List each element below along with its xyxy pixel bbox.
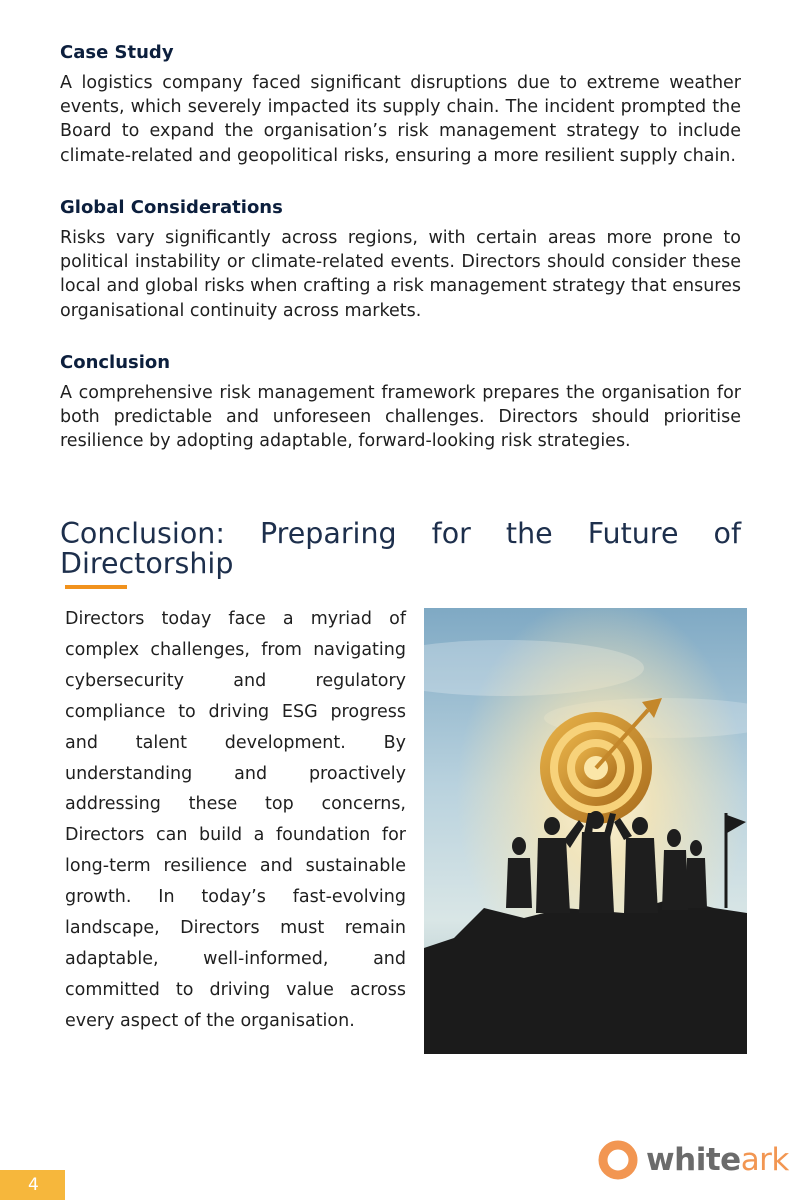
target-team-photo [424,608,747,1054]
page-number: 4 [0,1170,65,1200]
heading-case-study: Case Study [60,42,174,63]
logo-ring-icon [598,1140,638,1180]
conclusion-text: A comprehensive risk management framework prepares the organisation for both predictable and unforeseen challenges. Directors should prioritise resilience by adopting adaptable, forward-looking risk strategies. [60,383,741,452]
case-study-text: A logistics company faced significant disruptions due to extreme weather events, which severely impacted its supply chain. The incident prompted the Board to expand the organisation’s risk management strategy to include climate-related and geopolitical risks, ensuring a more resilient supply chain. [60,73,741,166]
global-considerations-text: Risks vary significantly across regions, with certain areas more prone to political instability or climate-related events. Directors should consider these local and global risks when crafting a risk management strategy that ensures organisational continuity across markets. [60,228,741,321]
heading-global-considerations: Global Considerations [60,197,283,218]
logo-text: whiteark [646,1142,789,1178]
section-title: Conclusion: Preparing for the Future of Directorship [60,517,741,580]
heading-conclusion: Conclusion [60,352,171,373]
title-underline [65,585,127,589]
future-body-text: Directors today face a myriad of complex challenges, from navigating cybersecurity and regulatory compliance to driving ESG progress and talent development. By understanding and proactively addressing these top concerns, Directors can build a foundation for long-term resilience and sustainable growth. In today’s fast-evolving landscape, Directors must remain adaptable, well-informed, and committed to driving value across every aspect of the organisation. [65,609,406,1031]
whiteark-logo [598,1138,788,1182]
